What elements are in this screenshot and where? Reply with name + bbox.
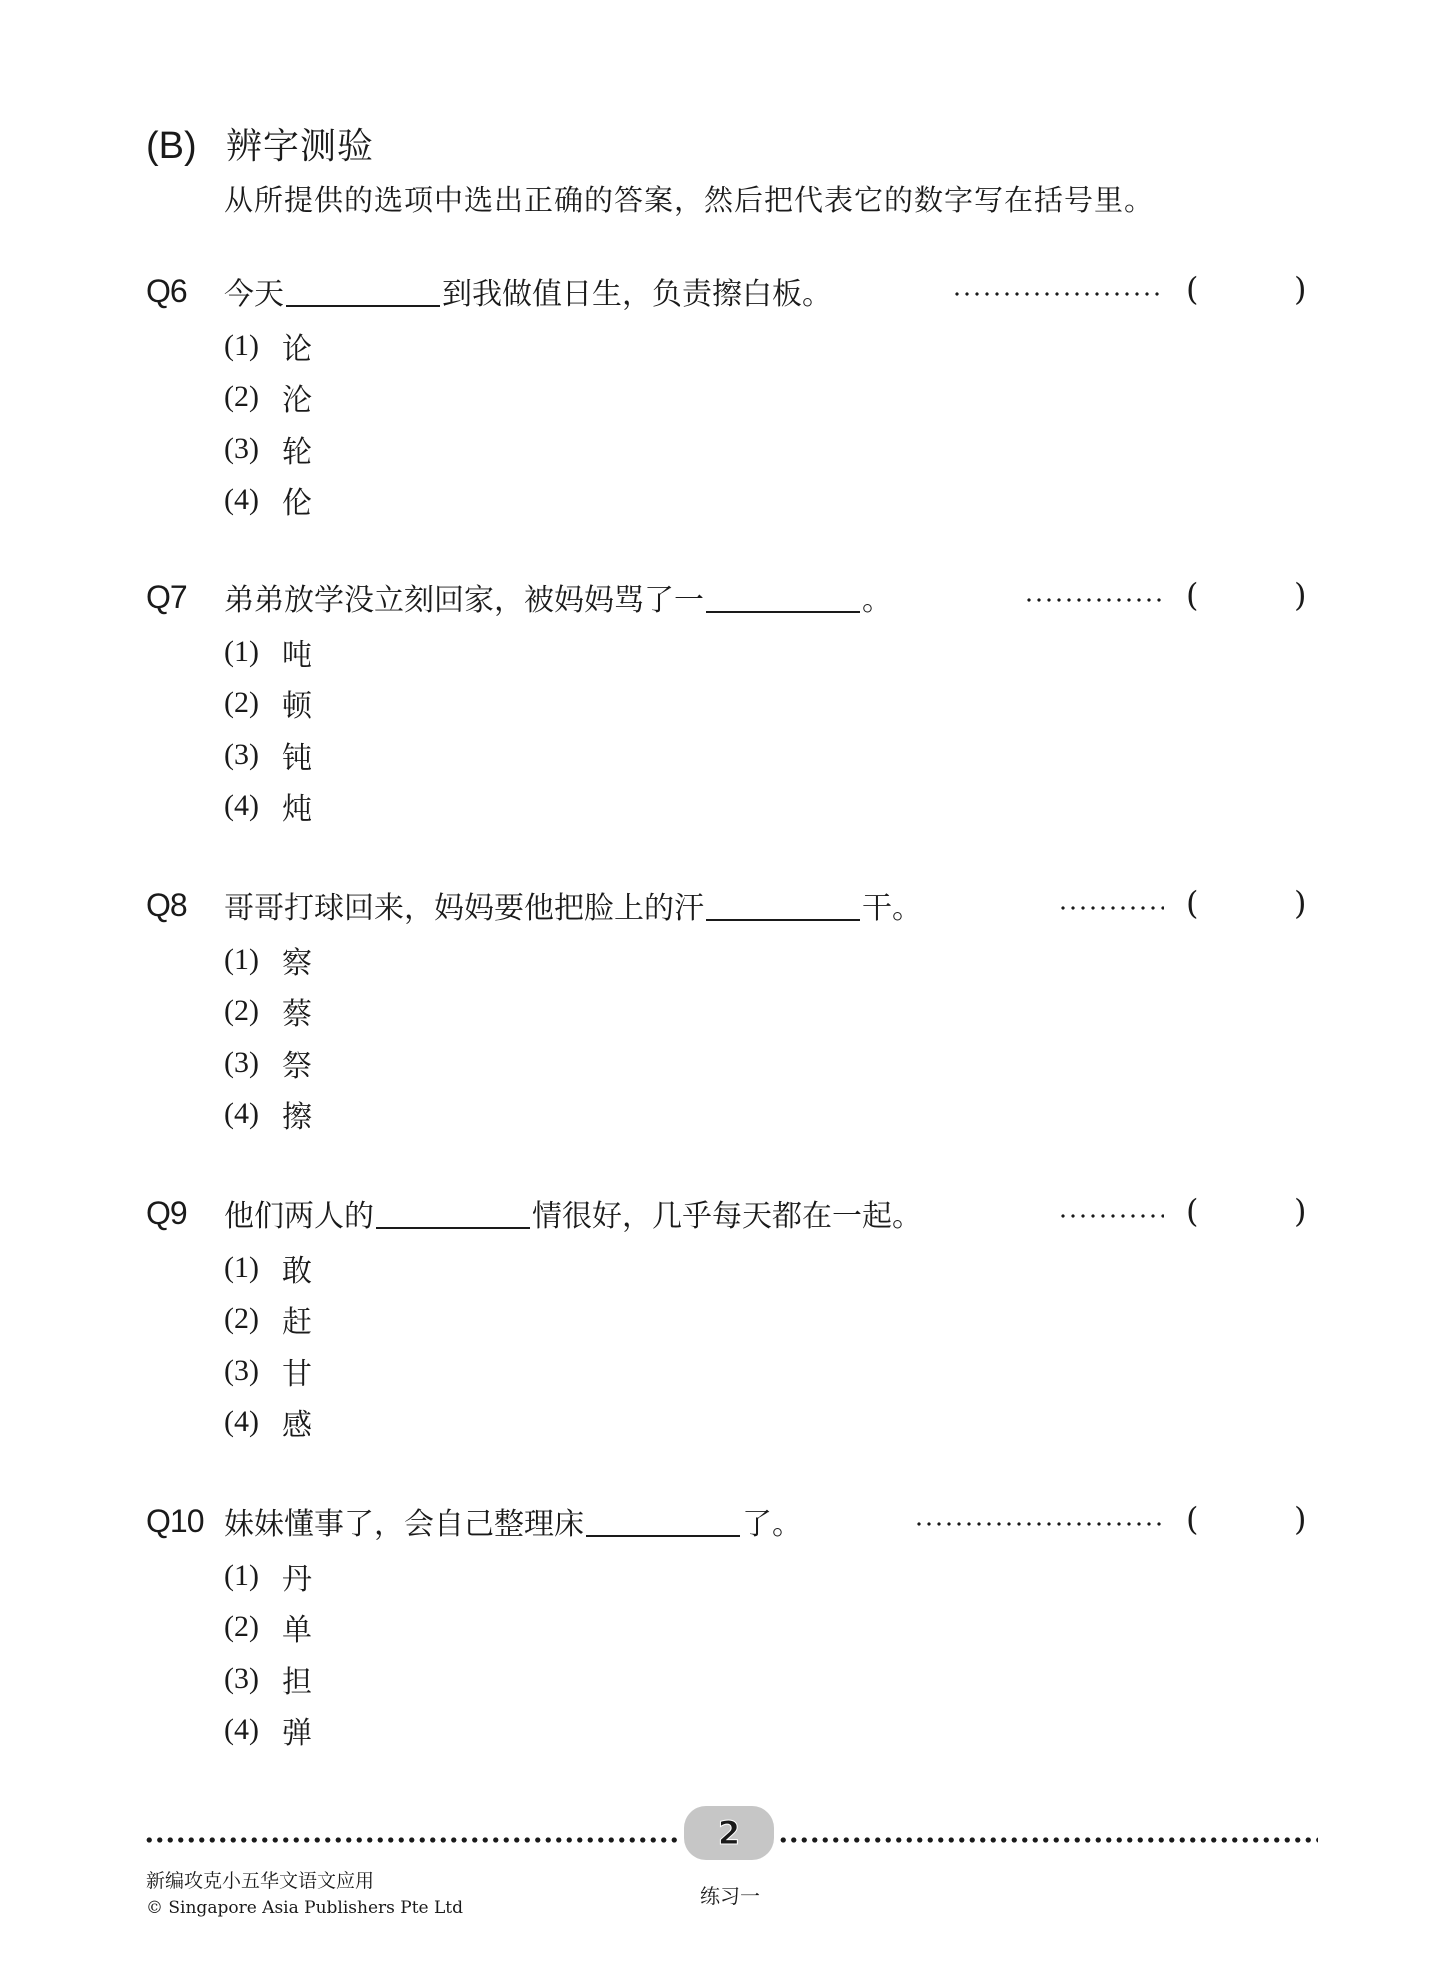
- question-text: [224, 1191, 922, 1235]
- text-before-blank: 他们两人的: [224, 1199, 374, 1234]
- option-char: 甘: [282, 1356, 312, 1392]
- answer-bracket-open: (: [1186, 1500, 1199, 1538]
- option-char: 轮: [282, 434, 312, 470]
- question-number: Q8: [146, 886, 187, 923]
- question-q10: [146, 1496, 1316, 1756]
- text-before-blank: 弟弟放学没立刻回家，被妈妈骂了一: [224, 583, 704, 618]
- fill-in-blank: [706, 581, 860, 613]
- footer-dotted-rule-left: [144, 1836, 680, 1844]
- answer-bracket-close: ): [1294, 884, 1307, 922]
- option-number: (1): [224, 942, 259, 976]
- option-char: 蔡: [282, 997, 312, 1033]
- page-number-badge: [684, 1806, 774, 1860]
- chapter-label: 练习一: [700, 1886, 760, 1908]
- text-after-blank: 干。: [862, 891, 922, 926]
- text-after-blank: 情很好，几乎每天都在一起。: [532, 1199, 922, 1234]
- option-item: [224, 1242, 1316, 1294]
- option-list: [224, 1242, 1316, 1448]
- section-header: [146, 118, 374, 169]
- option-list: [224, 934, 1316, 1140]
- option-number: (3): [224, 737, 259, 771]
- option-number: (4): [224, 1405, 259, 1439]
- book-title: 新编攻克小五华文语文应用: [146, 1870, 375, 1892]
- dot-leader: [952, 292, 1164, 296]
- option-item: [224, 372, 1316, 424]
- text-after-blank: 。: [862, 583, 892, 618]
- option-char: 祭: [282, 1048, 312, 1084]
- option-item: [224, 1294, 1316, 1346]
- option-number: (1): [224, 1250, 259, 1284]
- question-number: Q7: [146, 578, 187, 615]
- option-item: [224, 1089, 1316, 1141]
- option-number: (3): [224, 1353, 259, 1387]
- option-number: (2): [224, 1302, 259, 1336]
- option-item: [224, 781, 1316, 833]
- option-char: 担: [282, 1664, 312, 1700]
- option-number: (4): [224, 483, 259, 517]
- dot-leader: [1024, 598, 1164, 602]
- option-char: 沦: [282, 383, 312, 419]
- option-number: (2): [224, 994, 259, 1028]
- answer-bracket-close: ): [1294, 1500, 1307, 1538]
- option-char: 丹: [282, 1561, 312, 1597]
- text-before-blank: 哥哥打球回来，妈妈要他把脸上的汗: [224, 891, 704, 926]
- fill-in-blank: [586, 1505, 740, 1537]
- question-number: Q9: [146, 1194, 187, 1231]
- option-number: (1): [224, 1558, 259, 1592]
- fill-in-blank: [286, 275, 440, 307]
- section-title: 辨字测验: [226, 125, 375, 166]
- option-char: 察: [282, 945, 312, 981]
- question-number: Q10: [146, 1502, 204, 1539]
- question-q9: [146, 1188, 1316, 1448]
- option-char: 敢: [282, 1253, 312, 1289]
- option-item: [224, 934, 1316, 986]
- option-number: (4): [224, 1713, 259, 1747]
- option-char: 顿: [282, 689, 312, 725]
- option-number: (3): [224, 1045, 259, 1079]
- option-char: 单: [282, 1613, 312, 1649]
- text-before-blank: 妹妹懂事了，会自己整理床: [224, 1507, 584, 1542]
- copyright-notice: © Singapore Asia Publishers Pte Ltd: [146, 1898, 464, 1918]
- option-char: 赶: [282, 1305, 312, 1341]
- question-number: Q6: [146, 272, 187, 309]
- option-char: 擦: [282, 1100, 312, 1136]
- option-number: (4): [224, 1097, 259, 1131]
- option-item: [224, 423, 1316, 475]
- option-char: 弹: [282, 1716, 312, 1752]
- answer-bracket-close: ): [1294, 576, 1307, 614]
- question-text: [224, 883, 922, 927]
- option-char: 炖: [282, 792, 312, 828]
- option-list: [224, 1550, 1316, 1756]
- option-item: [224, 986, 1316, 1038]
- option-list: [224, 626, 1316, 832]
- option-item: [224, 729, 1316, 781]
- text-before-blank: 今天: [224, 277, 284, 312]
- question-q6: [146, 266, 1316, 526]
- option-char: 吨: [282, 637, 312, 673]
- section-instruction: 从所提供的选项中选出正确的答案，然后把代表它的数字写在括号里。: [224, 185, 1155, 217]
- fill-in-blank: [376, 1197, 530, 1229]
- option-item: [224, 678, 1316, 730]
- section-label: (B): [146, 125, 197, 167]
- question-q7: [146, 572, 1316, 832]
- option-item: [224, 1705, 1316, 1757]
- question-text: [224, 575, 892, 619]
- option-char: 论: [282, 331, 312, 367]
- page-number: 2: [717, 1814, 741, 1852]
- dot-leader: [1058, 906, 1164, 910]
- option-item: [224, 1037, 1316, 1089]
- option-item: [224, 1345, 1316, 1397]
- option-item: [224, 1397, 1316, 1449]
- question-text: [224, 1499, 802, 1543]
- text-after-blank: 了。: [742, 1507, 802, 1542]
- option-number: (2): [224, 686, 259, 720]
- option-number: (1): [224, 328, 259, 362]
- option-item: [224, 1602, 1316, 1654]
- answer-bracket-open: (: [1186, 884, 1199, 922]
- question-text: [224, 269, 832, 313]
- answer-bracket-open: (: [1186, 1192, 1199, 1230]
- option-number: (3): [224, 1661, 259, 1695]
- option-number: (2): [224, 1610, 259, 1644]
- option-number: (1): [224, 634, 259, 668]
- option-item: [224, 320, 1316, 372]
- text-after-blank: 到我做值日生，负责擦白板。: [442, 277, 832, 312]
- option-number: (3): [224, 431, 259, 465]
- option-item: [224, 1653, 1316, 1705]
- question-q8: [146, 880, 1316, 1140]
- option-list: [224, 320, 1316, 526]
- answer-bracket-open: (: [1186, 576, 1199, 614]
- option-char: 钝: [282, 740, 312, 776]
- option-item: [224, 626, 1316, 678]
- option-char: 感: [282, 1408, 312, 1444]
- option-item: [224, 475, 1316, 527]
- option-char: 伦: [282, 486, 312, 522]
- answer-bracket-close: ): [1294, 270, 1307, 308]
- answer-bracket-close: ): [1294, 1192, 1307, 1230]
- answer-bracket-open: (: [1186, 270, 1199, 308]
- dot-leader: [914, 1522, 1164, 1526]
- option-number: (2): [224, 380, 259, 414]
- dot-leader: [1058, 1214, 1164, 1218]
- fill-in-blank: [706, 889, 860, 921]
- option-number: (4): [224, 789, 259, 823]
- footer-dotted-rule-right: [778, 1836, 1318, 1844]
- option-item: [224, 1550, 1316, 1602]
